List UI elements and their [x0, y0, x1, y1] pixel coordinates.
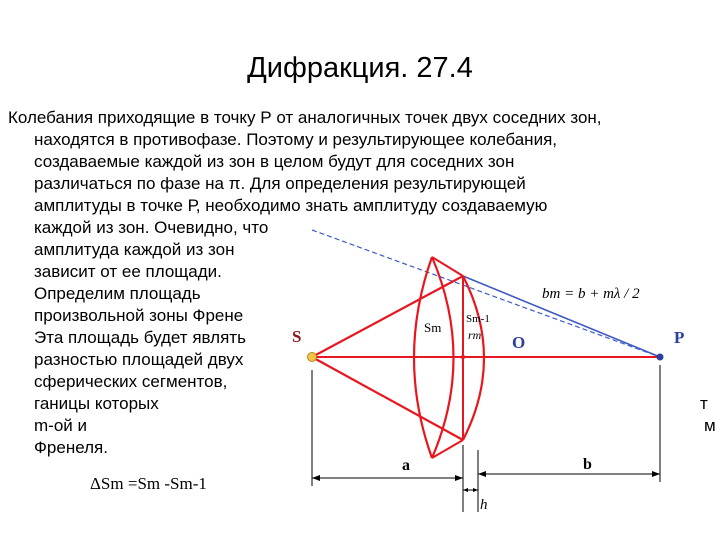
paragraph-line: различаться по фазе на π. Для определения результирующей — [34, 174, 526, 193]
paragraph-line: каждой из зон. Очевидно, что — [34, 218, 269, 237]
paragraph-line: амплитуды в точке Р, необходимо знать амплитуду создаваемую — [34, 196, 548, 215]
point-O — [461, 355, 465, 359]
paragraph-line: m-ой и — [34, 416, 87, 435]
paragraph-line: произвольной зоны Френе — [34, 306, 244, 325]
paragraph-line: амплитуда каждой из зон — [34, 240, 235, 259]
paragraph-line: находятся в противофазе. Поэтому и результирующее колебания, — [34, 130, 557, 149]
arrow-h-left — [463, 488, 468, 492]
slide-title: Дифракция. 27.4 — [247, 52, 473, 84]
label-P: P — [674, 328, 685, 347]
paragraph-line: Эта площадь будет являть — [34, 328, 246, 347]
paragraph-line: разностью площадей двух — [34, 350, 244, 369]
arrow-b-right — [652, 471, 660, 477]
label-Sm: Sm — [424, 320, 442, 335]
clipped-fragment: м — [704, 416, 716, 435]
arrow-h-right — [473, 488, 478, 492]
source-point-S — [308, 353, 317, 362]
paragraph-line: Определим площадь — [34, 284, 201, 303]
observation-point-P — [657, 354, 664, 361]
label-S: S — [292, 327, 302, 346]
label-h: h — [480, 497, 488, 513]
arrow-b-left — [478, 471, 486, 477]
diagram-background — [282, 222, 700, 462]
paragraph-line: сферических сегментов, — [34, 372, 228, 391]
paragraph-line: зависит от ее площади. — [34, 262, 222, 281]
paragraph-line: создаваемые каждой из зон в целом будут для соседних зон — [34, 152, 515, 171]
paragraph-line: Колебания приходящие в точку Р от аналогичных точек двух соседних зон, — [8, 108, 602, 127]
label-a: a — [402, 457, 410, 474]
label-rm: rm — [468, 328, 482, 342]
label-b: b — [583, 456, 592, 473]
arrow-a-right — [455, 475, 463, 481]
label-Sm-1: Sm-1 — [466, 313, 490, 325]
paragraph-line: Френеля. — [34, 438, 108, 457]
arrow-a-left — [312, 475, 320, 481]
clipped-fragment: т — [700, 394, 708, 413]
label-bm: bm = b + mλ / 2 — [542, 286, 640, 302]
area-formula: ΔSm =Sm -Sm-1 — [90, 474, 207, 493]
paragraph-line: ганицы которых — [34, 394, 159, 413]
label-O: O — [512, 333, 526, 352]
